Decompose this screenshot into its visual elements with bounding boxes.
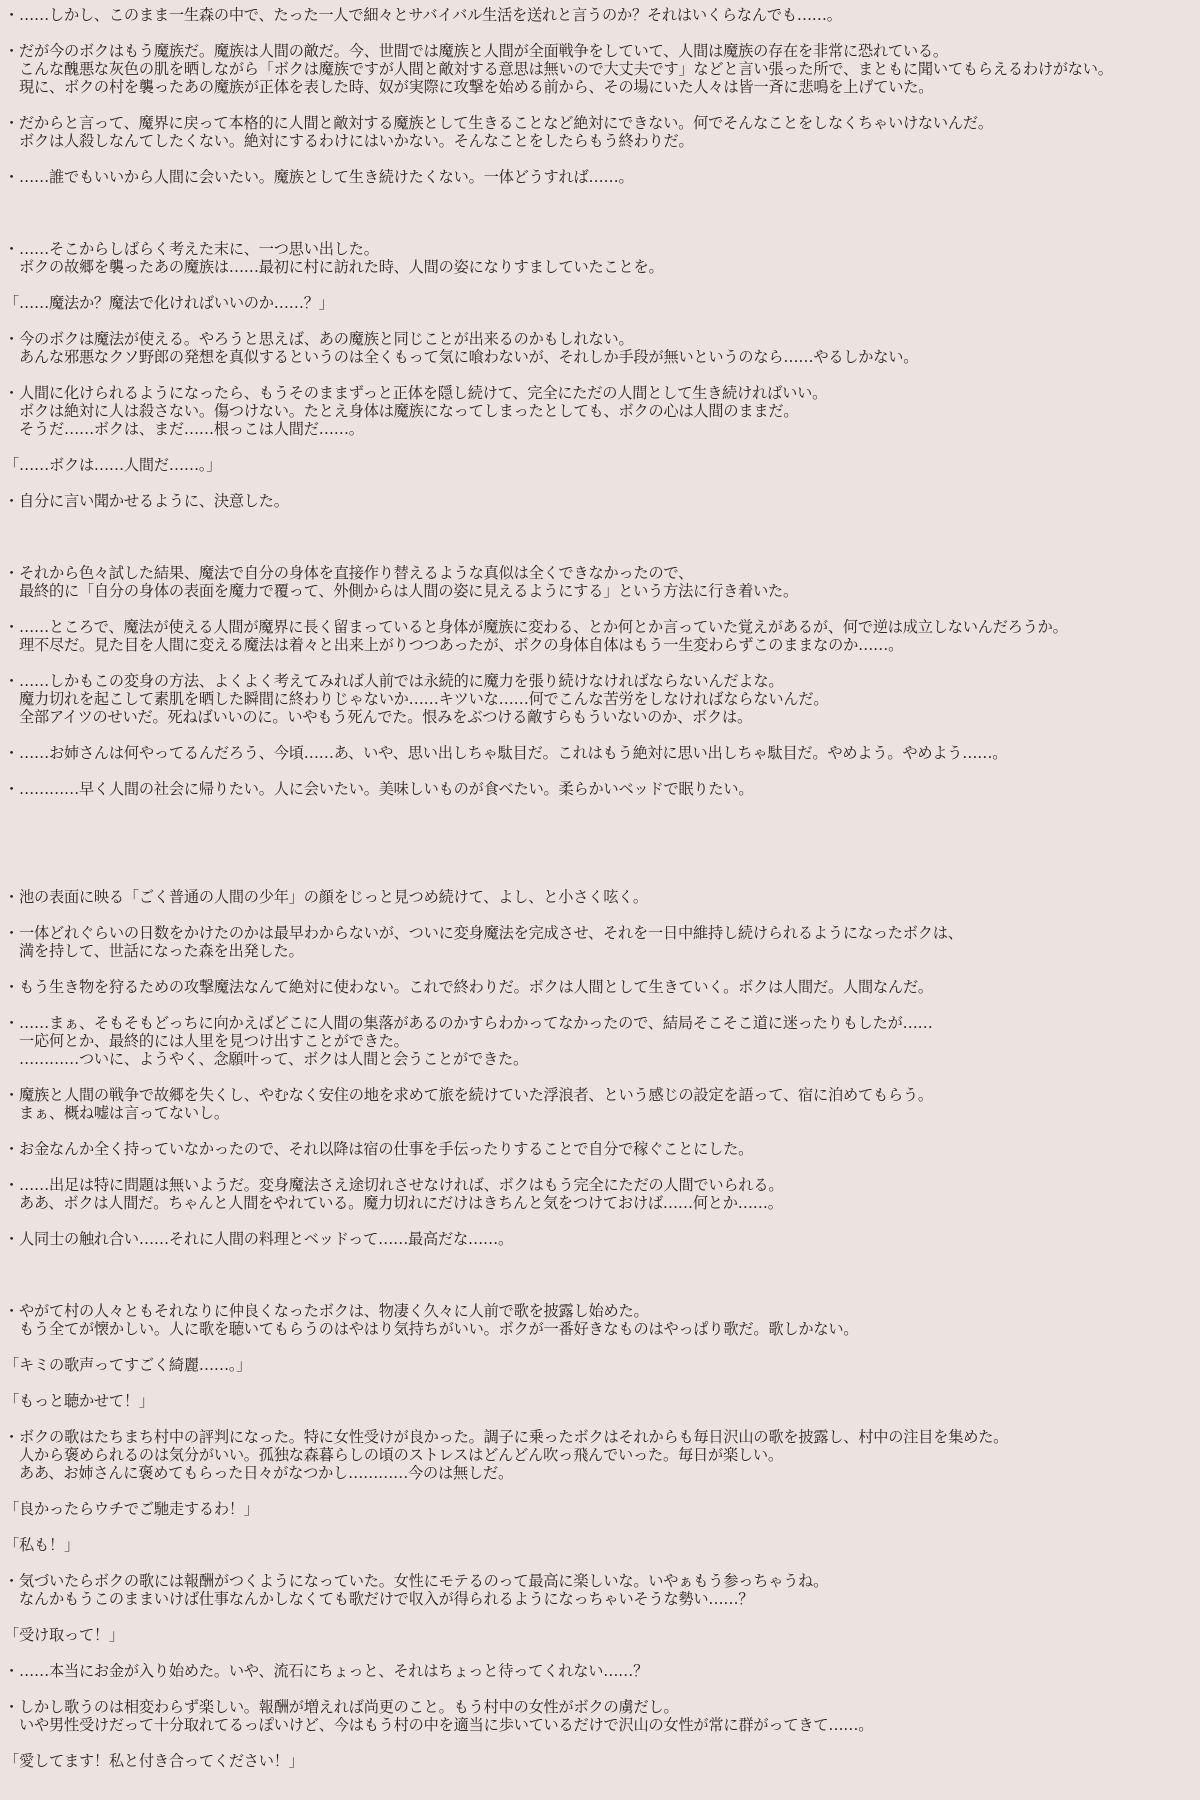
dialogue-line xyxy=(4,1392,1186,1410)
text-line: 一応何とか、最終的には人里を見つけ出すことができた。 xyxy=(4,1032,409,1050)
text-line: 最終的に「自分の身体の表面を魔力で覆って、外側からは人間の姿に見えるようにする」という方法に行き着いた。 xyxy=(4,582,799,600)
narration-paragraph xyxy=(4,1428,1186,1482)
text-line: 現に、ボクの村を襲ったあの魔族が正体を表した時、奴が実際に攻撃を始める前から、その場にいた人々は皆一斉に悲鳴を上げていた。 xyxy=(4,78,934,96)
narration-paragraph xyxy=(4,780,1186,798)
dialogue-line xyxy=(4,1752,1186,1770)
text-line: ・……本当にお金が入り始めた。いや、流石にちょっと、それはちょっと待ってくれない……？ xyxy=(4,1662,649,1680)
text-line: こんな醜悪な灰色の肌を晒しながら「ボクは魔族ですが人間と敵対する意思は無いので大丈夫です」などと言い張った所で、まともに聞いてもらえるわけがない。 xyxy=(4,60,1113,78)
text-line: 「愛してます！私と付き合ってください！」 xyxy=(4,1752,304,1770)
text-line: ・しかし歌うのは相変わらず楽しい。報酬が増えれば尚更のこと。もう村中の女性がボクの虜だし。 xyxy=(4,1698,679,1716)
narration-paragraph xyxy=(4,888,1186,906)
text-line: ・今のボクは魔法が使える。やろうと思えば、あの魔族と同じことが出来るのかもしれない。 xyxy=(4,330,634,348)
narration-paragraph xyxy=(4,1662,1186,1680)
text-line: ・気づいたらボクの歌には報酬がつくようになっていた。女性にモテるのって最高に楽しいな。いやぁもう参っちゃうね。 xyxy=(4,1572,829,1590)
text-line: 「……ボクは……人間だ……。」 xyxy=(4,456,222,474)
narration-paragraph xyxy=(4,564,1186,600)
narration-paragraph xyxy=(4,1698,1186,1734)
text-line: もう全てが懐かしい。人に歌を聴いてもらうのはやはり気持ちがいい。ボクが一番好きなものはやっぱり歌だ。歌しかない。 xyxy=(4,1320,859,1338)
text-line: なんかもうこのままいけば仕事なんかしなくても歌だけで収入が得られるようになっちゃいそうな勢い……？ xyxy=(4,1590,754,1608)
text-line: ・だからと言って、魔界に戻って本格的に人間と敵対する魔族として生きることなど絶対にできない。何でそんなことをしなくちゃいけないんだ。 xyxy=(4,114,993,132)
dialogue-line xyxy=(4,1626,1186,1644)
text-line: 「受け取って！」 xyxy=(4,1626,124,1644)
narration-paragraph xyxy=(4,1572,1186,1608)
narration-paragraph xyxy=(4,1230,1186,1248)
text-line: いや男性受けだって十分取れてるっぽいけど、今はもう村の中を適当に歩いているだけで沢山の女性が常に群がってきて……。 xyxy=(4,1716,874,1734)
narration-paragraph xyxy=(4,1086,1186,1122)
narration-paragraph xyxy=(4,114,1186,150)
text-line: ・……ところで、魔法が使える人間が魔界に長く留まっていると身体が魔族に変わる、とか何とか言っていた覚えがあるが、何で逆は成立しないんだろうか。 xyxy=(4,618,1068,636)
text-line: ああ、ボクは人間だ。ちゃんと人間をやれている。魔力切れにだけはきちんと気をつけておけば……何とか……。 xyxy=(4,1194,783,1212)
text-line: そうだ……ボクは、まだ……根っこは人間だ……。 xyxy=(4,420,364,438)
text-line: ・自分に言い聞かせるように、決意した。 xyxy=(4,492,289,510)
text-line: ・それから色々試した結果、魔法で自分の身体を直接作り替えるような真似は全くできなかったので、 xyxy=(4,564,694,582)
text-line: ・……しかもこの変身の方法、よくよく考えてみれば人前では永続的に魔力を張り続けなければならないんだよな。 xyxy=(4,672,784,690)
text-line: ・魔族と人間の戦争で故郷を失くし、やむなく安住の地を求めて旅を続けていた浮浪者、という感じの設定を語って、宿に泊めてもらう。 xyxy=(4,1086,933,1104)
dialogue-line xyxy=(4,294,1186,312)
text-line: ボクは人殺しなんてしたくない。絶対にするわけにはいかない。そんなことをしたらもう終わりだ。 xyxy=(4,132,694,150)
text-line: ・……まぁ、そもそもどっちに向かえばどこに人間の集落があるのかすらわかってなかったので、結局そこそこ道に迷ったりもしたが…… xyxy=(4,1014,933,1032)
text-line: 「……魔法か？魔法で化ければいいのか……？」 xyxy=(4,294,334,312)
narration-paragraph xyxy=(4,240,1186,276)
narration-paragraph xyxy=(4,618,1186,654)
text-line: 魔力切れを起こして素肌を晒した瞬間に終わりじゃないか……キツいな……何でこんな苦労をしなければならないんだ。 xyxy=(4,690,829,708)
text-line: …………ついに、ようやく、念願叶って、ボクは人間と会うことができた。 xyxy=(4,1050,528,1068)
text-line: ・人同士の触れ合い……それに人間の料理とベッドって……最高だな……。 xyxy=(4,1230,513,1248)
text-line: 「キミの歌声ってすごく綺麗……。」 xyxy=(4,1356,252,1374)
narration-paragraph xyxy=(4,978,1186,996)
text-line: 満を持して、世話になった森を出発した。 xyxy=(4,942,304,960)
text-line: 「もっと聴かせて！」 xyxy=(4,1392,154,1410)
text-line: 「私も！」 xyxy=(4,1536,79,1554)
text-line: ・……しかし、このまま一生森の中で、たった一人で細々とサバイバル生活を送れと言うのか？それはいくらなんでも……。 xyxy=(4,6,842,24)
text-line: 理不尽だ。見た目を人間に変える魔法は着々と出来上がりつつあったが、ボクの身体自体はもう一生変わらずこのままなのか……。 xyxy=(4,636,904,654)
text-line: ・池の表面に映る「ごく普通の人間の少年」の顔をじっと見つめ続けて、よし、と小さく呟く。 xyxy=(4,888,648,906)
narration-paragraph xyxy=(4,6,1186,24)
text-line: ・お金なんか全く持っていなかったので、それ以降は宿の仕事を手伝ったりすることで自分で稼ぐことにした。 xyxy=(4,1140,754,1158)
narration-paragraph xyxy=(4,492,1186,510)
narration-paragraph xyxy=(4,672,1186,726)
text-line: まぁ、概ね嘘は言ってないし。 xyxy=(4,1104,229,1122)
narration-paragraph xyxy=(4,42,1186,96)
narration-paragraph xyxy=(4,168,1186,186)
text-line: ああ、お姉さんに褒めてもらった日々がなつかし…………今のは無しだ。 xyxy=(4,1464,513,1482)
text-line: 「良かったらウチでご馳走するわ！」 xyxy=(4,1500,259,1518)
text-line: ・もう生き物を狩るための攻撃魔法なんて絶対に使わない。これで終わりだ。ボクは人間として生きていく。ボクは人間だ。人間なんだ。 xyxy=(4,978,933,996)
narration-paragraph xyxy=(4,384,1186,438)
text-line: ボクは絶対に人は殺さない。傷つけない。たとえ身体は魔族になってしまったとしても、ボクの心は人間のままだ。 xyxy=(4,402,799,420)
text-line: ・人間に化けられるようになったら、もうそのままずっと正体を隠し続けて、完全にただの人間として生き続ければいい。 xyxy=(4,384,828,402)
text-line: ・……出足は特に問題は無いようだ。変身魔法さえ途切れさせなければ、ボクはもう完全にただの人間でいられる。 xyxy=(4,1176,784,1194)
dialogue-line xyxy=(4,1500,1186,1518)
narration-paragraph xyxy=(4,744,1186,762)
text-line: あんな邪悪なクソ野郎の発想を真似するというのは全くもって気に喰わないが、それしか手段が無いというのなら……やるしかない。 xyxy=(4,348,919,366)
narration-paragraph xyxy=(4,1140,1186,1158)
narration-paragraph xyxy=(4,1302,1186,1338)
text-line: ・だが今のボクはもう魔族だ。魔族は人間の敵だ。今、世間では魔族と人間が全面戦争をしていて、人間は魔族の存在を非常に恐れている。 xyxy=(4,42,948,60)
dialogue-line xyxy=(4,1356,1186,1374)
text-line: ・……お姉さんは何やってるんだろう、今頃……あ、いや、思い出しちゃ駄目だ。これはもう絶対に思い出しちゃ駄目だ。やめよう。やめよう……。 xyxy=(4,744,1008,762)
narration-paragraph xyxy=(4,330,1186,366)
text-line: 全部アイツのせいだ。死ねばいいのに。いやもう死んでた。恨みをぶつける敵すらもういないのか、ボクは。 xyxy=(4,708,753,726)
text-line: ・…………早く人間の社会に帰りたい。人に会いたい。美味しいものが食べたい。柔らかいベッドで眠りたい。 xyxy=(4,780,754,798)
text-line: 人から褒められるのは気分がいい。孤独な森暮らしの頃のストレスはどんどん吹っ飛んでいった。毎日が楽しい。 xyxy=(4,1446,783,1464)
text-line: ・ボクの歌はたちまち村中の評判になった。特に女性受けが良かった。調子に乗ったボクはそれからも毎日沢山の歌を披露し、村中の注目を集めた。 xyxy=(4,1428,1009,1446)
text-line: ・一体どれぐらいの日数をかけたのかは最早わからないが、ついに変身魔法を完成させ、それを一日中維持し続けられるようになったボクは、 xyxy=(4,924,963,942)
narration-paragraph xyxy=(4,1176,1186,1212)
dialogue-line xyxy=(4,456,1186,474)
text-line: ・……そこからしばらく考えた末に、一つ思い出した。 xyxy=(4,240,379,258)
narration-paragraph xyxy=(4,924,1186,960)
dialogue-line xyxy=(4,1536,1186,1554)
text-line: ・……誰でもいいから人間に会いたい。魔族として生き続けたくない。一体どうすれば……。 xyxy=(4,168,634,186)
text-line: ボクの故郷を襲ったあの魔族は……最初に村に訪れた時、人間の姿になりすましていたことを。 xyxy=(4,258,664,276)
text-line: ・やがて村の人々ともそれなりに仲良くなったボクは、物凄く久々に人前で歌を披露し始めた。 xyxy=(4,1302,649,1320)
narration-paragraph xyxy=(4,1014,1186,1068)
